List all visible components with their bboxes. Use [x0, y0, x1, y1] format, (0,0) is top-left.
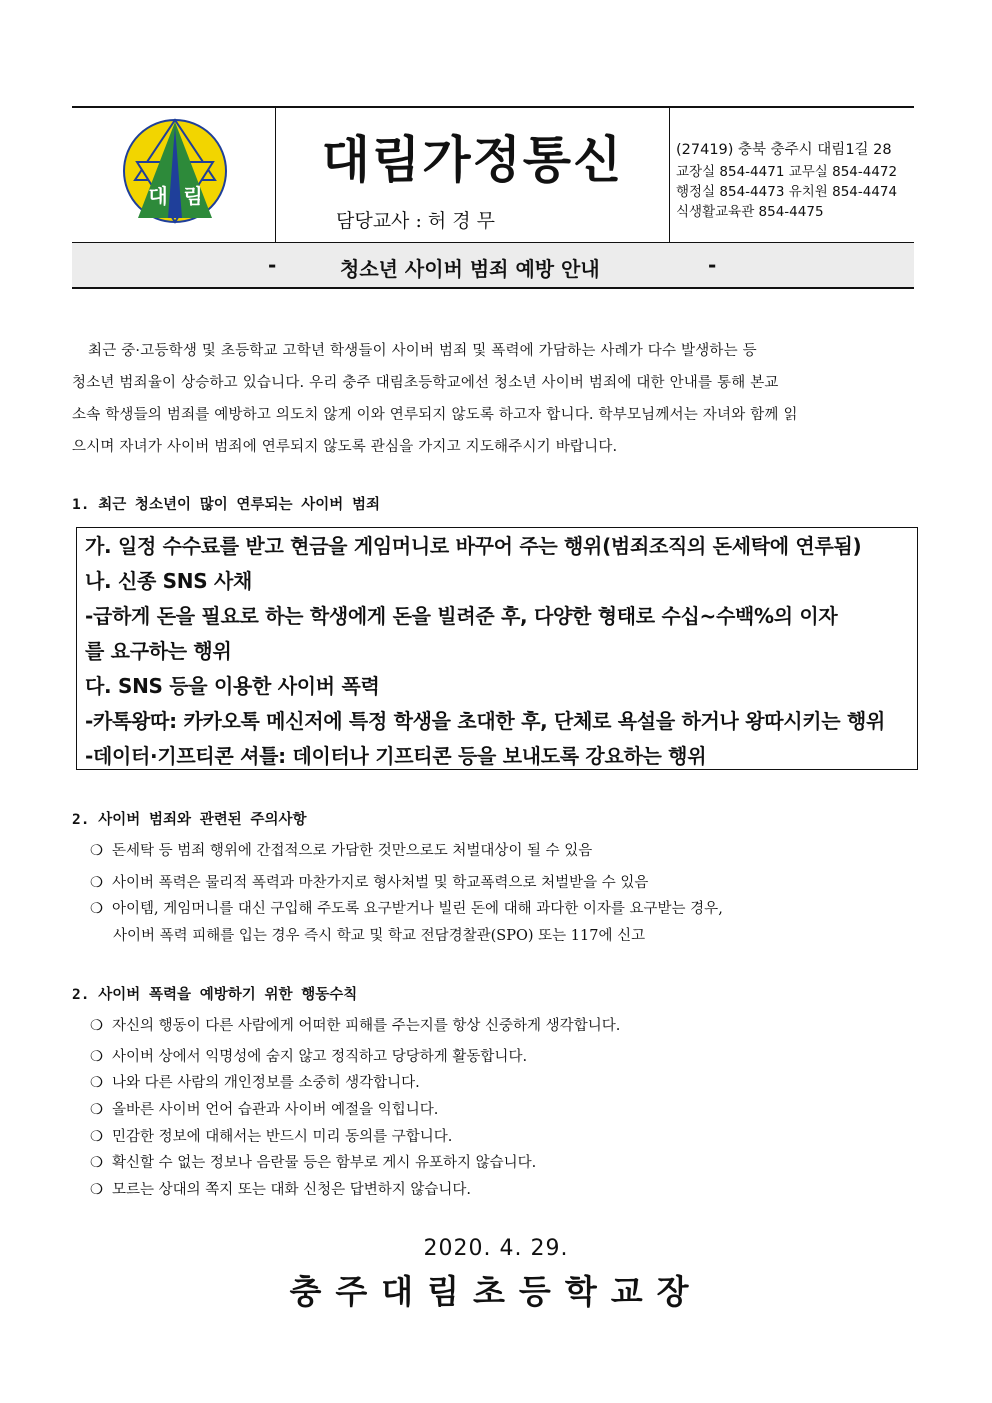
- school-address: (27419) 충북 충주시 대림1길 28: [676, 142, 892, 158]
- box-line-2: 나. 신종 SNS 사채: [85, 569, 253, 593]
- box-line-3: -급하게 돈을 필요로 하는 학생에게 돈을 빌려준 후, 다양한 형태로 수십~수백%의 이자: [85, 604, 838, 628]
- box-line-5: 다. SNS 등을 이용한 사이버 폭력: [85, 674, 380, 698]
- bullet-circle-icon: ❍: [90, 875, 103, 891]
- banner-title: 청소년 사이버 범죄 예방 안내: [340, 257, 600, 281]
- phone-line-3: 식생활교육관 854-4475: [676, 204, 824, 220]
- rule-text: 사이버 상에서 익명성에 숨지 않고 정직하고 당당하게 활동합니다.: [112, 1049, 528, 1065]
- caution-item: [90, 839, 592, 860]
- issue-date: 2020. 4. 29.: [423, 1236, 569, 1261]
- rule-text: 모르는 상대의 쪽지 또는 대화 신청은 답변하지 않습니다.: [112, 1182, 472, 1198]
- bullet-circle-icon: ❍: [90, 1129, 103, 1145]
- section1-heading: 1. 최근 청소년이 많이 연루되는 사이버 범죄: [72, 497, 380, 513]
- box-line-1: 가. 일정 수수료를 받고 현금을 게임머니로 바꾸어 주는 행위(범죄조직의 돈세탁에 연루됨): [85, 534, 862, 558]
- banner-dash-left: -: [268, 253, 277, 277]
- rule-text: 민감한 정보에 대해서는 반드시 미리 동의를 구합니다.: [112, 1129, 453, 1145]
- newsletter-title: 대림가정통신: [321, 131, 624, 189]
- bullet-circle-icon: ❍: [90, 1182, 103, 1198]
- header-address-cell: [670, 108, 914, 242]
- bullet-circle-icon: ❍: [90, 843, 103, 859]
- teacher-in-charge: 담당교사 : 허 경 무: [336, 210, 496, 232]
- phone-line-2: 행정실 854-4473 유치원 854-4474: [676, 184, 898, 200]
- intro-line-2: 청소년 범죄율이 상승하고 있습니다. 우리 충주 대림초등학교에선 청소년 사이버 범죄에 대한 안내를 통해 본교: [72, 375, 779, 391]
- rule-text: 자신의 행동이 다른 사람에게 어떠한 피해를 주는지를 항상 신중하게 생각합니다.: [112, 1018, 621, 1034]
- bullet-circle-icon: ❍: [90, 1049, 103, 1065]
- rule-item: [90, 1151, 536, 1172]
- principal-signature: 충주대림초등학교장: [289, 1272, 703, 1311]
- bullet-circle-icon: ❍: [90, 1018, 103, 1034]
- box-line-6: -카톡왕따: 카카오톡 메신저에 특정 학생을 초대한 후, 단체로 욕설을 하거나 왕따시키는 행위: [85, 709, 886, 733]
- header-title-cell: [276, 108, 670, 242]
- caution-text: 사이버 폭력은 물리적 폭력과 마찬가지로 형사처벌 및 학교폭력으로 처벌받을 수 있음: [112, 875, 649, 891]
- rule-item: [90, 1178, 471, 1199]
- header-logo-cell: [72, 108, 276, 242]
- phone-line-1: 교장실 854-4471 교무실 854-4472: [676, 164, 898, 180]
- rule-item: [90, 1045, 527, 1066]
- box-line-4: 를 요구하는 행위: [85, 639, 232, 663]
- intro-line-3: 소속 학생들의 범죄를 예방하고 의도치 않게 이와 연루되지 않도록 하고자 합니다. 학부모님께서는 자녀와 함께 읽: [72, 407, 798, 423]
- rule-text: 올바른 사이버 언어 습관과 사이버 예절을 익힙니다.: [112, 1102, 439, 1118]
- intro-line-4: 으시며 자녀가 사이버 범죄에 연루되지 않도록 관심을 가지고 지도해주시기 바랍니다.: [72, 439, 618, 455]
- bullet-circle-icon: ❍: [90, 901, 103, 917]
- section3-heading: 2. 사이버 폭력을 예방하기 위한 행동수칙: [72, 987, 358, 1003]
- topic-banner: [72, 243, 914, 289]
- logo-char-1: 대: [148, 184, 168, 208]
- caution-text: 돈세탁 등 범죄 행위에 간접적으로 가담한 것만으로도 처벌대상이 될 수 있음: [112, 843, 593, 859]
- rule-item: [90, 1071, 420, 1092]
- rule-item: [90, 1014, 620, 1035]
- caution-continuation: 사이버 폭력 피해를 입는 경우 즉시 학교 및 학교 전담경찰관(SPO) 또는 117에 신고: [113, 928, 646, 944]
- header-table: [72, 108, 914, 243]
- banner-dash-right: -: [708, 253, 717, 277]
- caution-item: [90, 871, 648, 892]
- bullet-circle-icon: ❍: [90, 1075, 103, 1091]
- rule-item: [90, 1098, 438, 1119]
- caution-text: 아이템, 게임머니를 대신 구입해 주도록 요구받거나 빌린 돈에 대해 과다한 이자를 요구받는 경우,: [112, 901, 723, 917]
- logo-char-2: 림: [183, 184, 203, 208]
- school-logo: [122, 118, 228, 224]
- caution-item: [90, 897, 723, 918]
- rule-text: 나와 다른 사람의 개인정보를 소중히 생각합니다.: [112, 1075, 420, 1091]
- intro-line-1: 최근 중·고등학생 및 초등학교 고학년 학생들이 사이버 범죄 및 폭력에 가담하는 사례가 다수 발생하는 등: [88, 343, 757, 359]
- box-line-7: -데이터·기프티콘 셔틀: 데이터나 기프티콘 등을 보내도록 강요하는 행위: [85, 744, 707, 768]
- rule-text: 확신할 수 없는 정보나 음란물 등은 함부로 게시 유포하지 않습니다.: [112, 1155, 537, 1171]
- bullet-circle-icon: ❍: [90, 1155, 103, 1171]
- crime-types-box: [76, 527, 918, 770]
- bullet-circle-icon: ❍: [90, 1102, 103, 1118]
- section2-heading: 2. 사이버 범죄와 관련된 주의사항: [72, 812, 307, 828]
- rule-item: [90, 1125, 452, 1146]
